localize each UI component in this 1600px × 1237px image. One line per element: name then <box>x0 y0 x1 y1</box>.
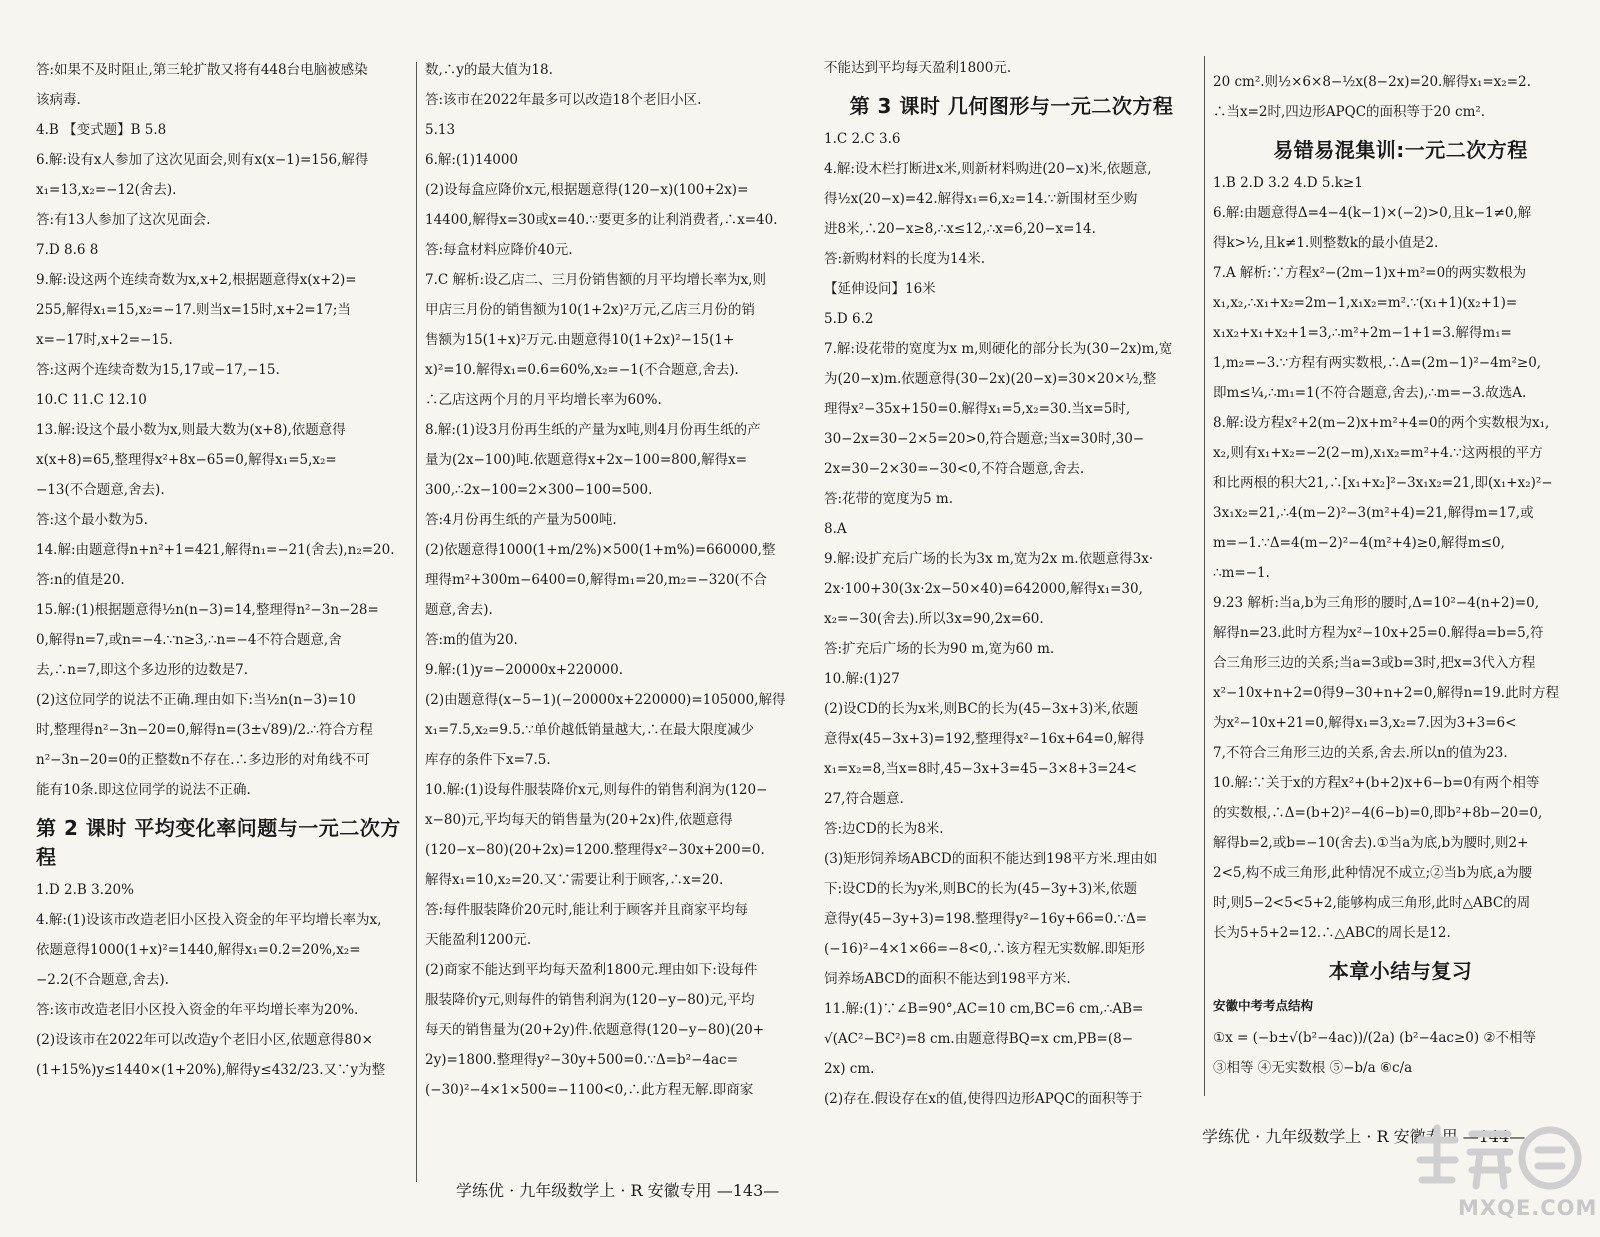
answer-line: 理得m²+300m−6400=0,解得m₁=20,m₂=−320(不合 <box>425 572 767 588</box>
answer-line: 为x²−10x+21=0,解得x₁=3,x₂=7.因为3+3=6< <box>1213 715 1517 731</box>
answer-line: (2)设每盒应降价x元,根据题意得(120−x)(100+2x)= <box>425 182 749 198</box>
answer-line: −13(不合题意,舍去). <box>36 482 165 498</box>
answer-line: 和比两根的积大21,∴[x₁+x₂]²−3x₁x₂=21,即(x₁+x₂)²− <box>1213 475 1553 491</box>
answer-line: (1+15%)y≤1440×(1+20%),解得y≤432/23.又∵y为整 <box>36 1062 386 1078</box>
left-page-footer: 学练优 · 九年级数学上 · R 安徽专用 —143— <box>456 1181 780 1200</box>
answer-lines <box>36 62 411 799</box>
answer-line: 11.解:(1)∵∠B=90°,AC=10 cm,BC=6 cm,∴AB= <box>824 1001 1144 1017</box>
answer-lines <box>425 62 800 1099</box>
right-page <box>808 60 1580 1186</box>
answer-line: 答:有13人参加了这次见面会. <box>36 212 211 228</box>
answer-line: 300,∴2x−100=2×300−100=500. <box>425 482 653 498</box>
answer-line: ∴m=−1. <box>1213 565 1270 581</box>
answer-line: 13.解:设这个最小数为x,则最大数为(x+8),依题意得 <box>36 422 346 438</box>
answer-line: 2<5,构不成三角形,此种情况不成立;②当b为底,a为腰 <box>1213 865 1533 881</box>
answer-line: 答:该市改造老旧小区投入资金的年平均增长率为20%. <box>36 1002 359 1018</box>
answer-lines <box>36 882 411 1079</box>
answer-line: x₁=7.5,x₂=9.5.∵单价越低销量越大,∴在最大限度减少 <box>425 722 755 738</box>
answer-line: 数,∴y的最大值为18. <box>425 62 553 78</box>
answer-line: 解得b=2,或b=−10(舍去).①当a为底,b为腰时,则2+ <box>1213 835 1529 851</box>
answer-line: 即m≤¼,∴m₁=1(不符合题意,舍去),∴m=−3.故选A. <box>1213 385 1527 401</box>
answer-line: 27,符合题意. <box>824 791 904 807</box>
answer-line: 意得y(45−3y+3)=198.整理得y²−16y+66=0.∵Δ= <box>824 911 1148 927</box>
answer-line: 5.D 6.2 <box>824 311 874 327</box>
answer-line: x₂=−30(舍去).所以3x=90,2x=60. <box>824 611 1044 627</box>
answer-line: 得½x(20−x)=42.解得x₁=6,x₂=14.∵新围材至少购 <box>824 191 1138 207</box>
answer-line: 【延伸设问】16米 <box>824 281 936 297</box>
answer-line: x(x+8)=65,整理得x²+8x−65=0,解得x₁=5,x₂= <box>36 452 337 468</box>
answer-line: 9.解:设这两个连续奇数为x,x+2,根据题意得x(x+2)= <box>36 272 357 288</box>
answer-line: 9.解:(1)y=−20000x+220000. <box>425 662 623 678</box>
answer-line: 答:每件服装降价20元时,能让利于顾客并且商家平均每 <box>425 902 749 918</box>
answer-line: 7.D 8.6 8 <box>36 242 99 258</box>
answer-line: 不能达到平均每天盈利1800元. <box>824 60 1012 76</box>
answer-line: x=−17时,x+2=−15. <box>36 332 173 348</box>
section-heading-chapter-summary: 本章小结与复习 <box>1328 959 1473 983</box>
answer-line: 6.解:(1)14000 <box>425 152 518 168</box>
answer-line: 答:n的值是20. <box>36 572 125 588</box>
answer-line: 1.C 2.C 3.6 <box>824 131 901 147</box>
right-page-footer: 学练优 · 九年级数学上 · R 安徽专用 —144— <box>1202 1127 1526 1146</box>
answer-line: 10.解:∵关于x的方程x²+(b+2)x+6−b=0有两个相等 <box>1213 775 1540 791</box>
answer-line: 能有10条.即这位同学的说法不正确. <box>36 782 251 798</box>
answer-line: 1.D 2.B 3.20% <box>36 882 134 898</box>
answer-line: 饲养场ABCD的面积不能达到198平方米. <box>824 971 1071 987</box>
column-divider <box>1204 56 1205 1096</box>
answer-line: 天能盈利1200元. <box>425 932 532 948</box>
answer-line: (2)这位同学的说法不正确.理由如下:当½n(n−3)=10 <box>36 692 356 708</box>
answer-line: 服装降价y元,则每件的销售利润为(120−y−80)元,平均 <box>425 992 755 1008</box>
answer-line: x−80)元,平均每天的销售量为(20+2x)件,依题意得 <box>425 812 733 828</box>
answer-line: 答:4月份再生纸的产量为500吨. <box>425 512 617 528</box>
answer-line: 答:这两个连续奇数为15,17或−17,−15. <box>36 362 280 378</box>
answer-lines <box>824 60 1199 77</box>
section-heading-lesson-2: 第 2 课时 平均变化率问题与一元二次方程 <box>36 816 401 869</box>
answer-line: 7.C 解析:设乙店二、三月份销售额的月平均增长率为x,则 <box>425 272 766 288</box>
answer-line: 255,解得x₁=15,x₂=−17.则当x=15时,x+2=17;当 <box>36 302 351 318</box>
answer-lines <box>824 131 1199 1108</box>
answer-line: 8.解:(1)设3月份再生纸的产量为x吨,则4月份再生纸的产 <box>425 422 761 438</box>
answer-line: x²−10x+n+2=0得9−30+n+2=0,解得n=19.此时方程 <box>1213 685 1560 701</box>
answer-line: n²−3n−20=0的正整数n不存在.∴多边形的对角线不可 <box>36 752 370 768</box>
answer-line: (3)矩形饲养场ABCD的面积不能达到198平方米.理由如 <box>824 851 1158 867</box>
answer-line: 7.解:设花带的宽度为x m,则硬化的部分长为(30−2x)m,宽 <box>824 341 1173 357</box>
answer-line: 答:m的值为20. <box>425 632 518 648</box>
answer-line: m=−1.∵Δ=4(m−2)²−4(m²+4)≥0,解得m≤0, <box>1213 535 1505 551</box>
answer-line: 4.解:设木栏打断进x米,则新材料购进(20−x)米,依题意, <box>824 161 1152 177</box>
answer-line: 10.C 11.C 12.10 <box>36 392 147 408</box>
answer-line: (−16)²−4×1×66=−8<0,∴该方程无实数解.即矩形 <box>824 941 1145 957</box>
left-page <box>20 62 792 1172</box>
answer-line: 答:每盒材料应降价40元. <box>425 242 573 258</box>
answer-line: (2)由题意得(x−5−1)(−20000x+220000)=105000,解得 <box>425 692 786 708</box>
answer-line: −2.2(不合题意,舍去). <box>36 972 169 988</box>
answer-line: ∴当x=2时,四边形APQC的面积等于20 cm². <box>1213 104 1486 120</box>
answer-line: 14.解:由题意得n+n²+1=421,解得n₁=−21(舍去),n₂=20. <box>36 542 395 558</box>
answer-line: 2x) cm. <box>824 1061 875 1077</box>
answer-line: 10.解:(1)设每件服装降价x元,则每件的销售利润为(120− <box>425 782 768 798</box>
answer-line: 答:该市在2022年最多可以改造18个老旧小区. <box>425 92 702 108</box>
answer-line: 7.A 解析:∵方程x²−(2m−1)x+m²=0的两实数根为 <box>1213 265 1527 281</box>
answer-line: 时,整理得n²−3n−20=0,解得n=(3±√89)/2.∴符合方程 <box>36 722 373 738</box>
answer-line: 0,解得n=7,或n=−4.∵n≥3,∴n=−4不符合题意,舍 <box>36 632 342 648</box>
answer-line: 4.B 【变式题】B 5.8 <box>36 122 167 138</box>
section-heading-lesson-3: 第 3 课时 几何图形与一元二次方程 <box>849 94 1174 118</box>
answer-line: 8.A <box>824 521 847 537</box>
answer-line: 14400,解得x=30或x=40.∵要更多的让利消费者,∴x=40. <box>425 212 778 228</box>
answer-line: 甲店三月份的销售额为10(1+2x)²万元,乙店三月份的销 <box>425 302 756 318</box>
answer-line: 答:新购材料的长度为14米. <box>824 251 986 267</box>
answer-line: 量为(2x−100)吨.依题意得x+2x−100=800,解得x= <box>425 452 748 468</box>
answer-line: 该病毒. <box>36 92 81 108</box>
answer-line: 6.解:设有x人参加了这次见面会,则有x(x−1)=156,解得 <box>36 152 369 168</box>
summary-line: ③相等 ④无实数根 ⑤−b/a ⑥c/a <box>1213 1060 1413 1076</box>
answer-lines <box>1213 74 1588 121</box>
summary-line: ①x = (−b±√(b²−4ac))/(2a) (b²−4ac≥0) ②不相等 <box>1213 1030 1537 1046</box>
answer-line: 2x·100+30(3x·2x−50×40)=642000,解得x₁=30, <box>824 581 1143 597</box>
answer-line: x₁=13,x₂=−12(舍去). <box>36 182 177 198</box>
answer-line: 理得x²−35x+150=0.解得x₁=5,x₂=30.当x=5时, <box>824 401 1131 417</box>
answer-line: 下:设CD的长为y米,则BC的长为(45−3y+3)米,依题 <box>824 881 1138 897</box>
answer-line: 为(20−x)m.依题意得(30−2x)(20−x)=30×20×½,整 <box>824 371 1157 387</box>
answer-line: 依题意得1000(1+x)²=1440,解得x₁=0.2=20%,x₂= <box>36 942 361 958</box>
answer-line: (120−x−80)(20+2x)=1200.整理得x²−30x+200=0. <box>425 842 765 858</box>
answer-line: (2)设该市在2022年可以改造y个老旧小区,依题意得80× <box>36 1032 373 1048</box>
section-heading-error-training: 易错易混集训:一元二次方程 <box>1273 138 1528 162</box>
answer-line: 意得x(45−3x+3)=192,整理得x²−16x+64=0,解得 <box>824 731 1145 747</box>
answer-lines <box>1213 175 1588 942</box>
answer-line: 时,则5−2<5<5+2,能够构成三角形,此时△ABC的周 <box>1213 895 1531 911</box>
answer-line: (2)设CD的长为x米,则BC的长为(45−3x+3)米,依题 <box>824 701 1139 717</box>
answer-line: (2)依题意得1000(1+m/2%)×500(1+m%)=660000,整 <box>425 542 776 558</box>
answer-line: 解得x₁=10,x₂=20.又∵需要让利于顾客,∴x=20. <box>425 872 724 888</box>
right-page-column-1 <box>824 60 1199 1121</box>
answer-line: 1,m₂=−3.∵方程有两实数根,∴Δ=(2m−1)²−4m²≥0, <box>1213 355 1542 371</box>
answer-line: x)²=10.解得x₁=0.6=60%,x₂=−1(不合题意,舍去). <box>425 362 739 378</box>
answer-line: 2x=30−2×30=−30<0,不符合题意,舍去. <box>824 461 1085 477</box>
answer-line: 解得n=23.此时方程为x²−10x+25=0.解得a=b=5,符 <box>1213 625 1544 641</box>
answer-line: 答:花带的宽度为5 m. <box>824 491 954 507</box>
answer-line: 每天的销售量为(20+2y)件.依题意得(120−y−80)(20+ <box>425 1022 765 1038</box>
answer-line: 10.解:(1)27 <box>824 671 900 687</box>
answer-line: x₁=x₂=8,当x=8时,45−3x+3=45−3×8+3=24< <box>824 761 1137 777</box>
exam-structure-subheading: 安徽中考考点结构 <box>1213 998 1314 1013</box>
answer-line: √(AC²−BC²)=8 cm.由题意得BQ=x cm,PB=(8− <box>824 1031 1134 1047</box>
answer-line: 答:这个最小数为5. <box>36 512 148 528</box>
answer-line: 4.解:(1)设该市改造老旧小区投入资金的年平均增长率为x, <box>36 912 382 928</box>
answer-line: (−30)²−4×1×500=−1100<0,∴此方程无解.即商家 <box>425 1082 754 1098</box>
answer-line: 答:扩充后广场的长为90 m,宽为60 m. <box>824 641 1055 657</box>
answer-line: 9.23 解析:当a,b为三角形的腰时,Δ=10²−4(n+2)=0, <box>1213 595 1540 611</box>
answer-line: 答:如果不及时阻止,第三轮扩散又将有448台电脑被感染 <box>36 62 368 78</box>
answer-line: 进8米,∴20−x≥8,∴x≤12,∴x=6,20−x=14. <box>824 221 1096 237</box>
answer-line: (2)存在.假设存在x的值,使得四边形APQC的面积等于 <box>824 1091 1143 1107</box>
answer-line: 1.B 2.D 3.2 4.D 5.k≥1 <box>1213 175 1363 191</box>
answer-line: x₂,则有x₁+x₂=−2(2−m),x₁x₂=m²+4.∵这两根的平方 <box>1213 445 1543 461</box>
answer-line: 合三角形三边的关系;当a=3或b=3时,把x=3代入方程 <box>1213 655 1536 671</box>
left-page-column-1 <box>36 62 411 1092</box>
answer-line: 得k>½,且k≠1.则整数k的最小值是2. <box>1213 235 1439 251</box>
answer-line: x₁x₂+x₁+x₂+1=3,∴m²+2m−1+1=3.解得m₁= <box>1213 325 1512 341</box>
answer-line: 6.解:由题意得Δ=4−4(k−1)×(−2)>0,且k−1≠0,解 <box>1213 205 1532 221</box>
answer-line: x₁,x₂,∴x₁+x₂=2m−1,x₁x₂=m².∵(x₁+1)(x₂+1)= <box>1213 295 1518 311</box>
right-page-column-2 <box>1213 74 1588 1090</box>
answer-line: 答:边CD的长为8米. <box>824 821 944 837</box>
answer-line: 9.解:设扩充后广场的长为3x m,宽为2x m.依题意得3x· <box>824 551 1154 567</box>
answer-line: 7,不符合三角形三边的关系,舍去.所以n的值为23. <box>1213 745 1508 761</box>
left-page-column-2 <box>425 62 800 1112</box>
answer-line: 5.13 <box>425 122 456 138</box>
answer-line: 题意,舍去). <box>425 602 493 618</box>
answer-line: 3x₁x₂=21,∴4(m−2)²−3(m²+4)=21,解得m=17,或 <box>1213 505 1534 521</box>
answer-line: 售额为15(1+x)²万元.由题意得10(1+2x)²−15(1+ <box>425 332 735 348</box>
answer-line: 20 cm².则½×6×8−½x(8−2x)=20.解得x₁=x₂=2. <box>1213 74 1531 90</box>
answer-line: 2y)=1800.整理得y²−30y+500=0.∵Δ=b²−4ac= <box>425 1052 738 1068</box>
column-divider <box>416 62 417 1182</box>
answer-line: 长为5+5+2=12.∴△ABC的周长是12. <box>1213 925 1451 941</box>
answer-line: 8.解:设方程x²+2(m−2)x+m²+4=0的两个实数根为x₁, <box>1213 415 1550 431</box>
answer-line: (2)商家不能达到平均每天盈利1800元.理由如下:设每件 <box>425 962 758 978</box>
watermark-text: MXQE.COM <box>1458 1196 1598 1220</box>
answer-line: 的实数根,∴Δ=(b+2)²−4(6−b)=0,即b²+8b−20=0, <box>1213 805 1543 821</box>
answer-line: 去,∴n=7,即这个多边形的边数是7. <box>36 662 249 678</box>
answer-line: 30−2x=30−2×5=20>0,符合题意;当x=30时,30− <box>824 431 1145 447</box>
answer-line: 库存的条件下x=7.5. <box>425 752 551 768</box>
answer-line: ∴乙店这两个月的月平均增长率为60%. <box>425 392 662 408</box>
answer-line: 15.解:(1)根据题意得½n(n−3)=14,整理得n²−3n−28= <box>36 602 379 618</box>
